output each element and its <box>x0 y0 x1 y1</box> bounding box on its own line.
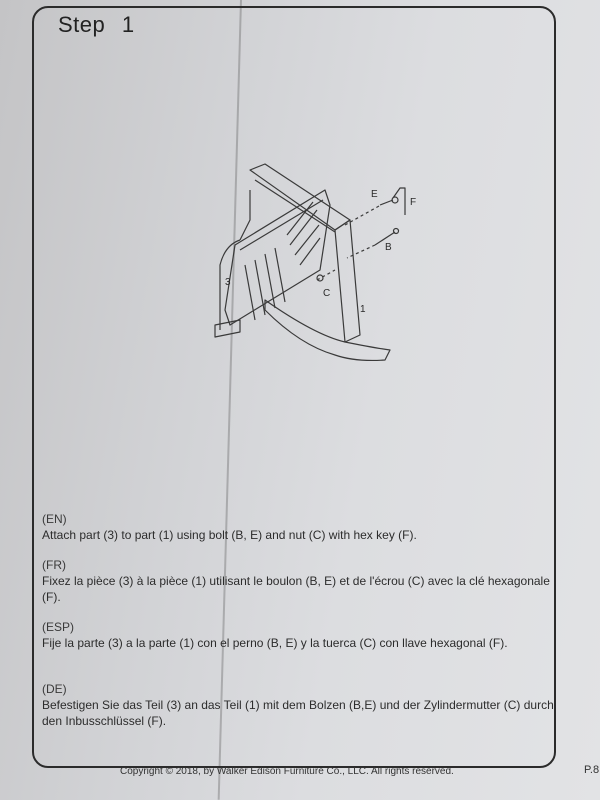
instruction-text-de: Befestigen Sie das Teil (3) an das Teil (1) mit dem Bolzen (B,E) und der Zylindermutter (C) durch den Inbusschlüssel (F). <box>42 698 554 728</box>
copyright-notice: Copyright © 2018, by Walker Edison Furniture Co., LLC. All rights reserved. <box>120 766 454 777</box>
instruction-text-fr: Fixez la pièce (3) à la pièce (1) utilisant le boulon (B, E) et de l'écrou (C) avec la clé hexagonale (F). <box>42 574 550 604</box>
part-3-backrest <box>225 190 330 325</box>
lang-code-esp: (ESP) <box>42 620 75 634</box>
bolt-e <box>380 200 393 205</box>
instruction-fr <box>42 557 562 605</box>
callout-b: B <box>385 242 392 253</box>
callout-c: C <box>323 288 331 299</box>
hex-key <box>393 188 405 215</box>
step-label: Step <box>58 12 106 37</box>
page-number: P.8 <box>584 764 600 776</box>
callout-f: F <box>410 197 417 208</box>
step-number: 1 <box>121 12 135 37</box>
page-frame <box>32 6 556 768</box>
part-1-side-frame <box>335 220 360 342</box>
instruction-de <box>42 681 562 729</box>
rocker <box>265 300 390 360</box>
instruction-text-en: Attach part (3) to part (1) using bolt (B, E) and nut (C) with hex key (F). <box>42 528 417 542</box>
chair-back-frame <box>250 164 350 230</box>
callout-1: 1 <box>360 304 366 315</box>
lang-code-de: (DE) <box>42 682 67 696</box>
assembly-diagram <box>195 150 425 380</box>
callout-e: E <box>371 189 378 200</box>
instruction-text-esp: Fije la parte (3) a la parte (1) con el perno (B, E) y la tuerca (C) con llave hexagonal (F). <box>42 636 508 650</box>
lang-code-en: (EN) <box>42 512 67 526</box>
callout-3: 3 <box>225 277 231 288</box>
lang-code-fr: (FR) <box>42 558 66 572</box>
instruction-esp <box>42 619 562 651</box>
instruction-en <box>42 511 562 543</box>
step-title <box>58 12 135 38</box>
